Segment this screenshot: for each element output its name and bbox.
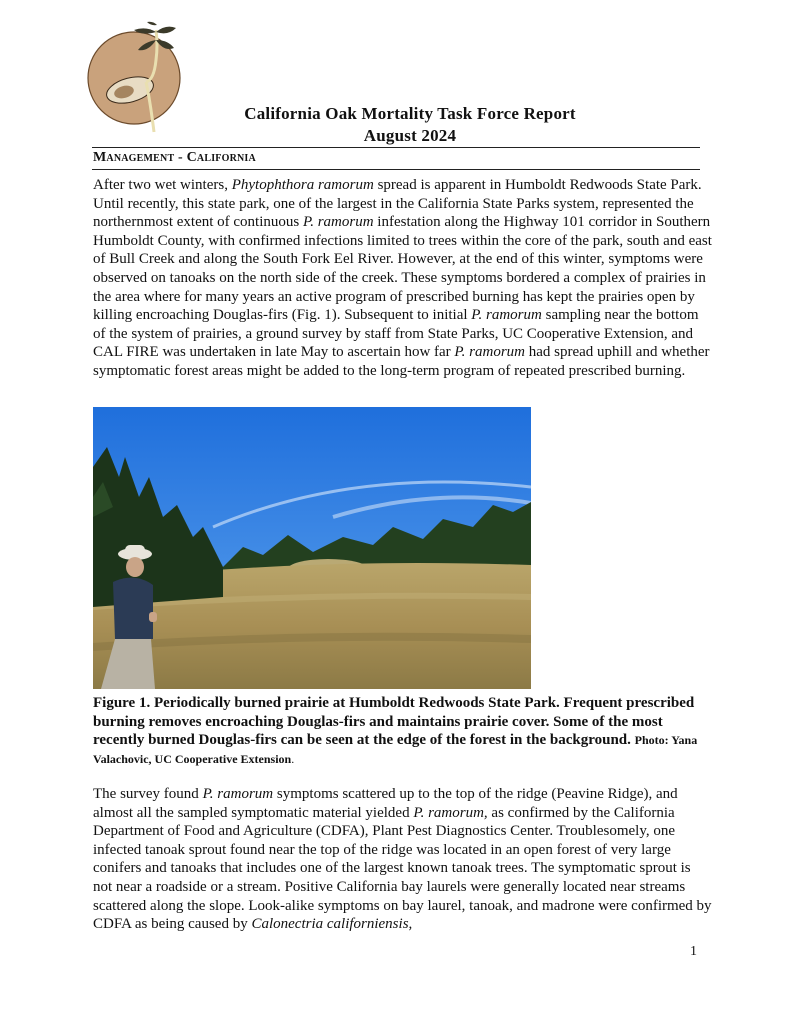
header-rule — [92, 147, 700, 148]
italic-text-run: P. ramorum — [454, 344, 525, 361]
report-title: California Oak Mortality Task Force Report — [244, 104, 576, 123]
italic-text-run: P. ramorum — [471, 307, 542, 324]
text-run: symptoms scattered up to the top of the ridge (Peavine Ridge), and almost all the sampled symptomatic material yielded — [93, 786, 678, 821]
figure-caption — [93, 694, 703, 768]
figure-caption-text: Figure 1. Periodically burned prairie at Humboldt Redwoods State Park. Frequent prescribed burning removes encroaching Douglas-firs and maintains prairie cover. Some of the most recently burned Douglas-firs can be seen at the edge of the forest in the background. — [93, 695, 695, 749]
figure-photo-credit: Photo: Yana Valachovic, UC Cooperative Extension — [93, 733, 698, 766]
text-run: infestation along the Highway 101 corridor in Southern Humboldt County, with confirmed infections limited to trees within the core of the park, south and east of Bull Creek and along the South Fork Eel River. However, at the end of this winter, symptoms were observed on tanoaks on the north side of the creek. These symptoms bordered a complex of prairies in the area where for many years an active program of prescribed burning has kept the prairies open by killing encroaching Douglas-firs (Fig. 1). Subsequent to initial — [93, 214, 712, 324]
italic-text-run: P. ramorum, — [413, 804, 488, 821]
section-rule — [92, 169, 700, 170]
italic-text-run: P. ramorum — [302, 214, 374, 231]
italic-text-run: Phytophthora ramorum — [231, 177, 374, 193]
section-heading: Management - California — [93, 150, 256, 165]
text-run: sampling near the bottom of the system of prairies, a ground survey by staff from State Parks, UC Cooperative Extension, and CAL FIRE was undertaken in late May to ascertain how far — [93, 307, 699, 361]
text-run: spread is apparent in Humboldt Redwoods State Park. Until recently, this state park, one of the largest in the California State Parks system, represented the northernmost extent of continuous — [93, 177, 702, 231]
text-run: had spread uphill and whether symptomatic forest areas might be added to the long-term program of repeated prescribed burning. — [93, 344, 710, 379]
prairie-photo — [93, 407, 531, 689]
body-paragraph-2 — [93, 785, 713, 934]
report-date: August 2024 — [363, 126, 457, 145]
page-number: 1 — [690, 944, 697, 959]
figure-credit-period: . — [291, 751, 295, 766]
text-run: The survey found — [93, 786, 203, 802]
body-paragraph-1 — [93, 176, 713, 381]
italic-text-run: P. ramorum — [202, 786, 274, 802]
italic-text-run: Calonectria californiensis, — [251, 916, 413, 933]
text-run: After two wet winters, — [93, 177, 232, 193]
text-run: as confirmed by the California Department of Food and Agriculture (CDFA), Plant Pest Diagnostics Center. Troublesomely, one infected tanoak sprout found near the top of the ridge was located in an open forest of very large conifers and tanoaks that includes one of the largest known tanoak trees. The symptomatic sprout is not near a roadside or a stream. Positive California bay laurels were generally located near streams scattered along the slope. Look-alike symptoms on bay laurel, tanoak, and madrone were confirmed by CDFA as being caused by — [93, 804, 712, 933]
